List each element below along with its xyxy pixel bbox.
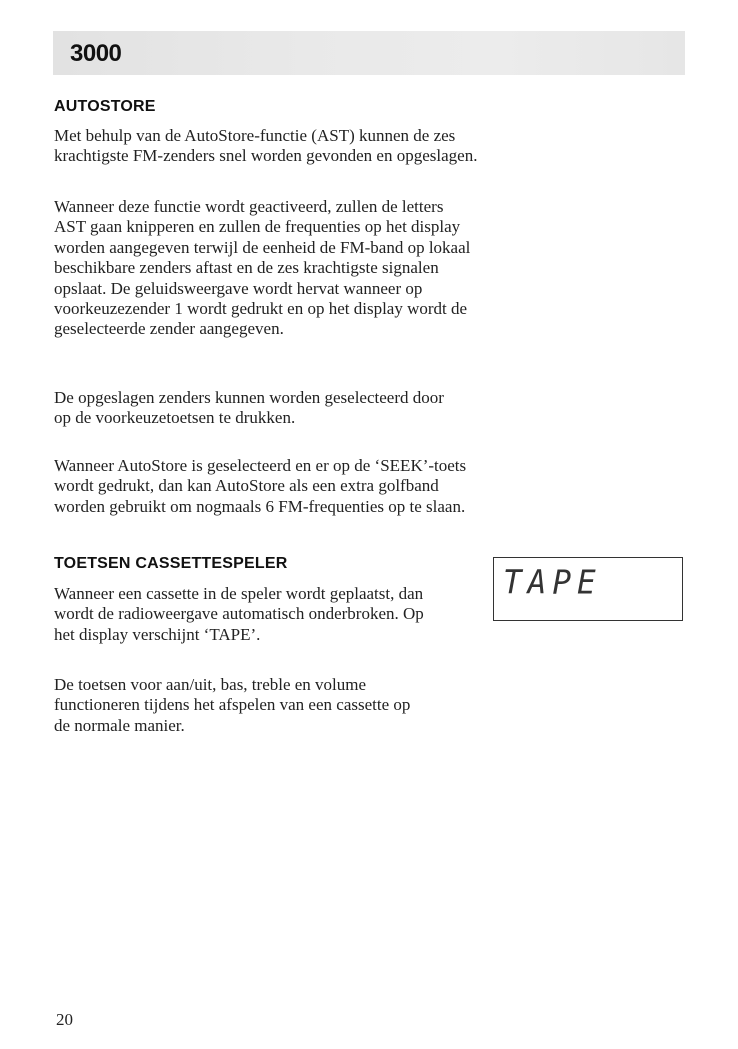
section-heading-autostore: AUTOSTORE [54, 98, 156, 115]
cassette-paragraph-2: De toetsen voor aan/uit, bas, treble en volume functioneren tijdens het afspelen van een cassette op de normale manier. [54, 675, 411, 735]
page-title: 3000 [70, 40, 122, 67]
lcd-display-text: TAPE [503, 564, 602, 602]
section-heading-cassette: TOETSEN CASSETTESPELER [54, 555, 288, 572]
autostore-paragraph-2: Wanneer deze functie wordt geactiveerd, zullen de letters AST gaan knipperen en zullen de frequenties op het display worden aangegeven terwijl de eenheid de FM-band op lokaal beschikbare zenders aftast en de zes krachtigste signalen opslaat. De geluidsweergave wordt hervat wanneer op voorkeuzezender 1 wordt gedrukt en op het display wordt de geselecteerde zender aangegeven. [54, 197, 471, 339]
page-number: 20 [56, 1010, 73, 1029]
header-bar [53, 31, 685, 75]
autostore-paragraph-1: Met behulp van de AutoStore-functie (AST) kunnen de zes krachtigste FM-zenders snel worden gevonden en opgeslagen. [54, 126, 478, 166]
cassette-paragraph-1: Wanneer een cassette in de speler wordt geplaatst, dan wordt de radioweergave automatisch onderbroken. Op het display verschijnt ‘TAPE’. [54, 584, 424, 644]
lcd-display [493, 557, 683, 621]
autostore-paragraph-3: De opgeslagen zenders kunnen worden geselecteerd door op de voorkeuzetoetsen te drukken. [54, 388, 444, 428]
autostore-paragraph-4: Wanneer AutoStore is geselecteerd en er op de ‘SEEK’-toets wordt gedrukt, dan kan AutoStore als een extra golfband worden gebruikt om nogmaals 6 FM-frequenties op te slaan. [54, 456, 467, 516]
